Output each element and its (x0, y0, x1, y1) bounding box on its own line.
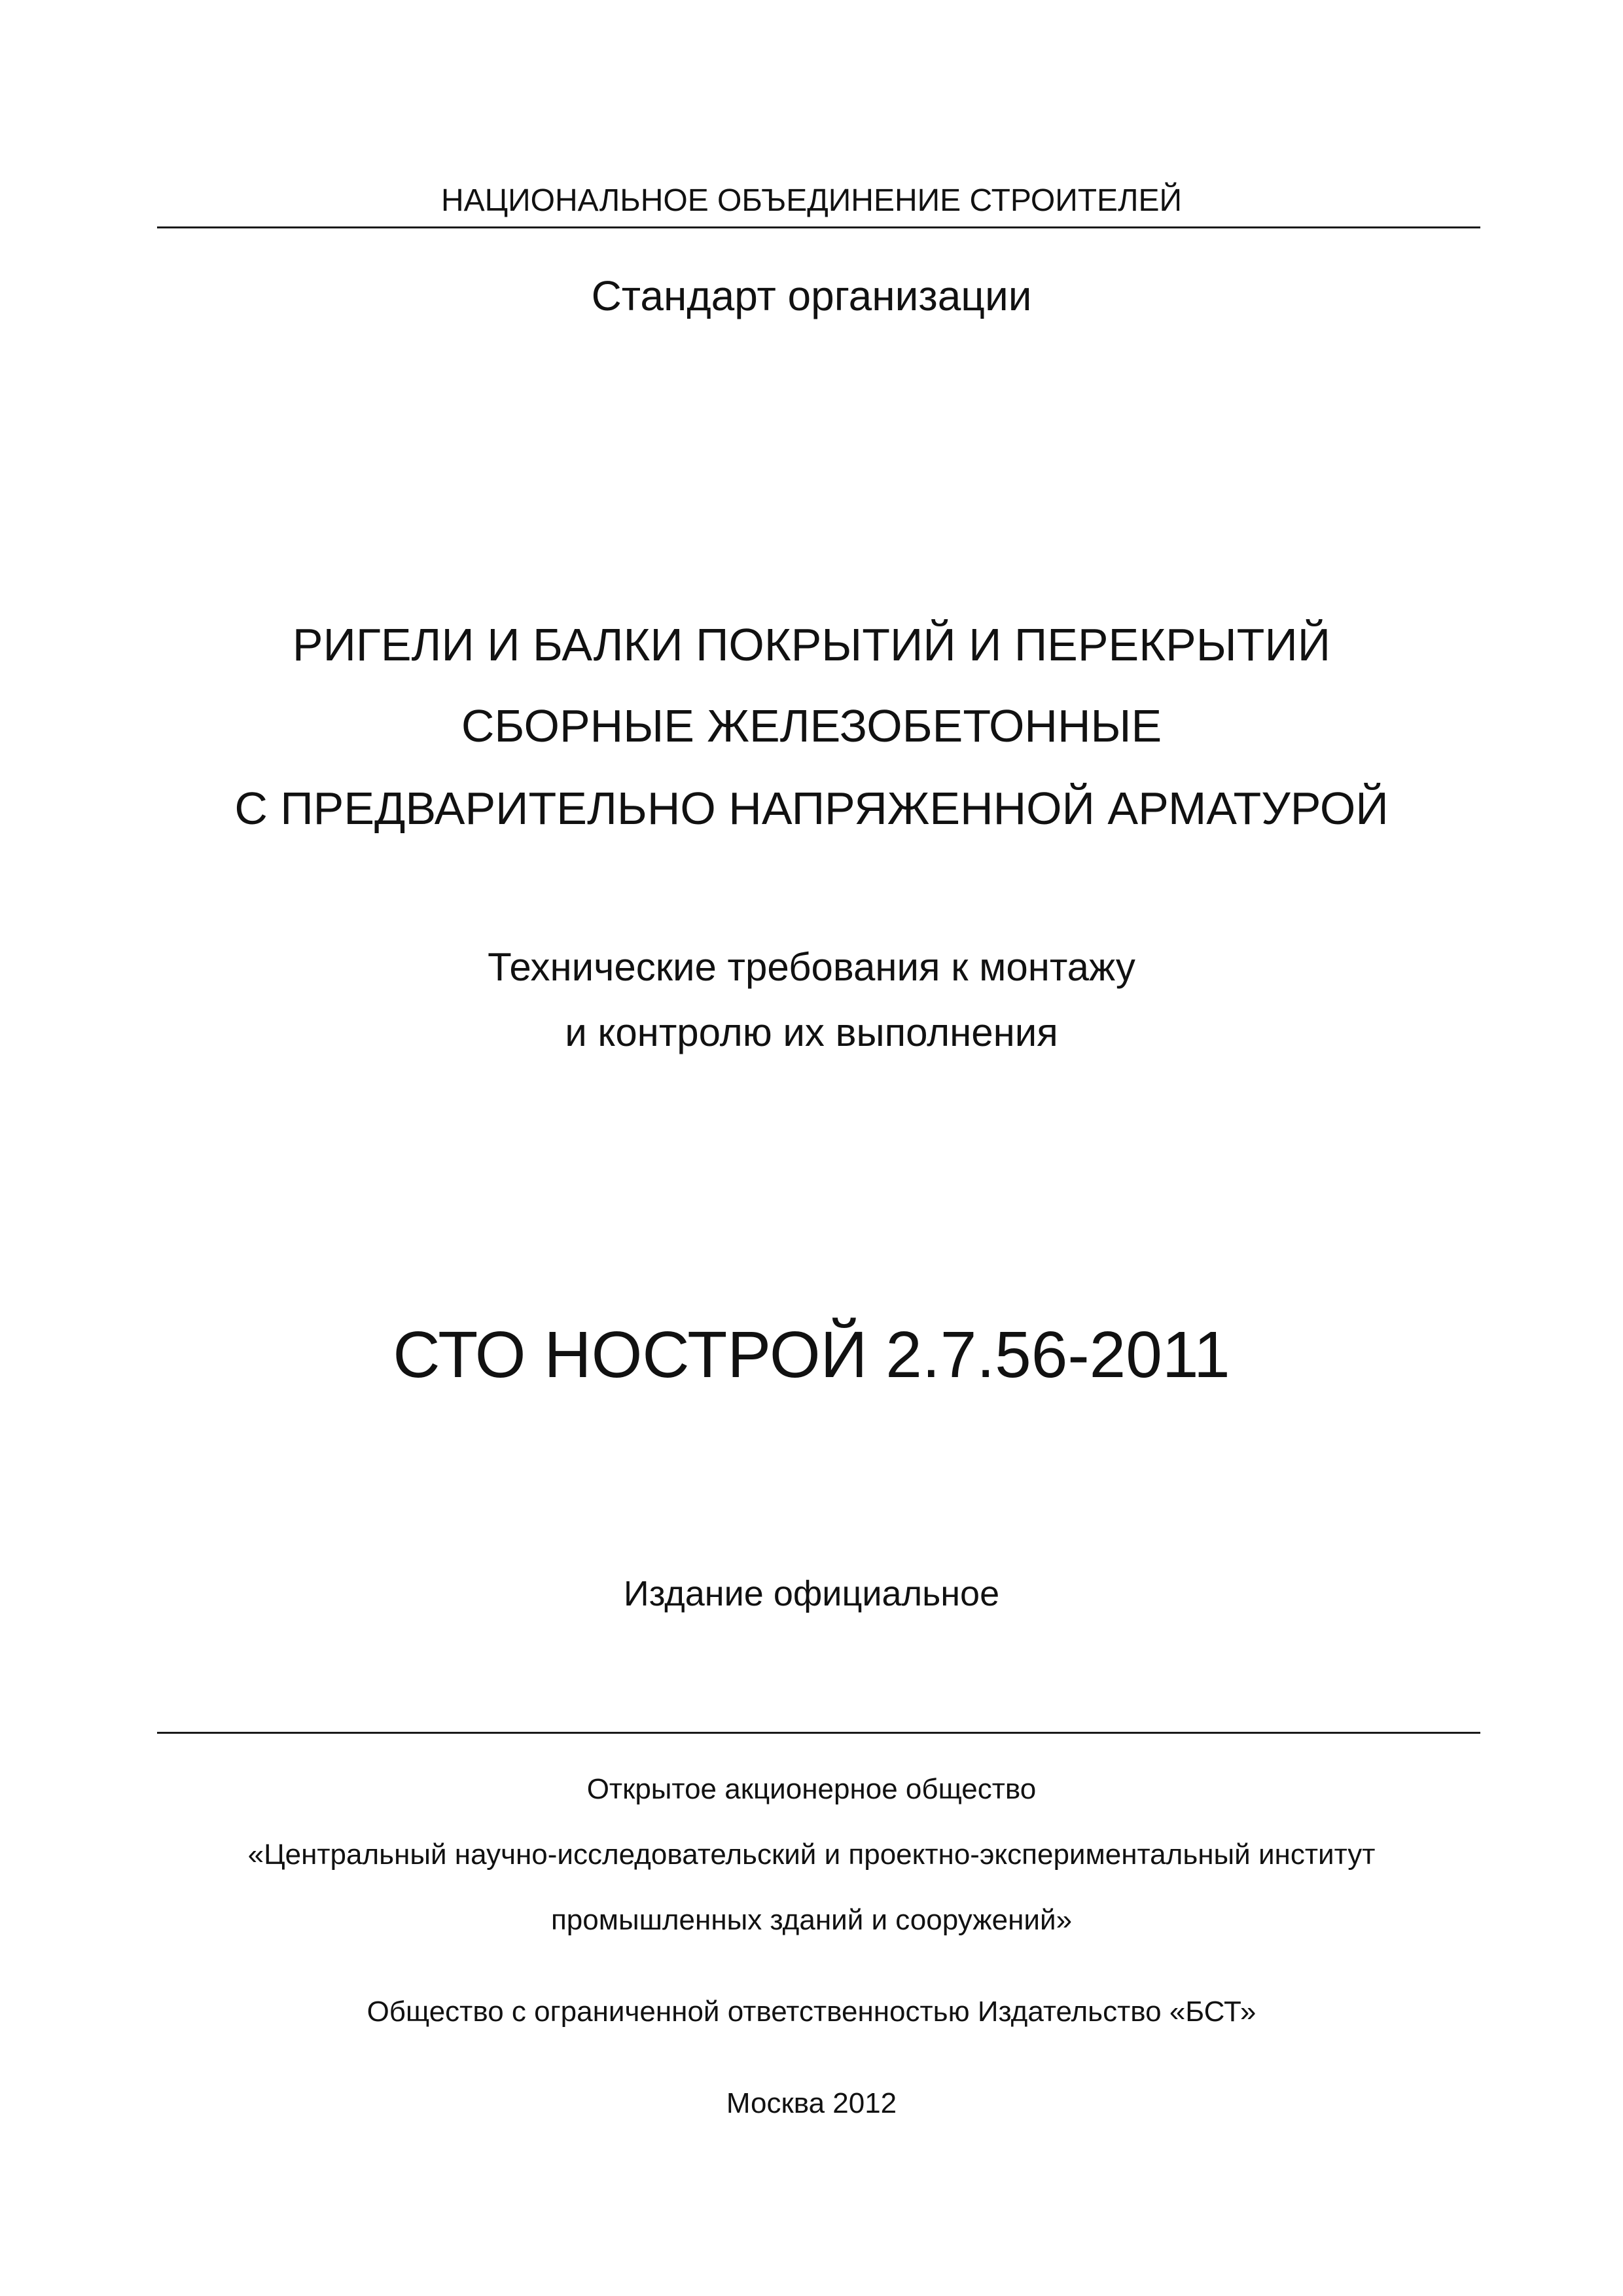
standard-type: Стандарт организации (591, 272, 1032, 319)
title-line-3: С ПРЕДВАРИТЕЛЬНО НАПРЯЖЕННОЙ АРМАТУРОЙ (234, 783, 1389, 834)
publisher-line-4: Общество с ограниченной ответственностью Издательство «БСТ» (366, 1996, 1257, 2028)
subtitle-line-1: Технические требования к монтажу (488, 945, 1135, 989)
publisher-line-2: «Центральный научно-исследовательский и проектно-экспериментальный институт (247, 1839, 1376, 1871)
edition-label: Издание официальное (623, 1574, 1000, 1613)
top-divider (157, 226, 1480, 228)
standard-designation: СТО НОСТРОЙ 2.7.56-2011 (393, 1318, 1230, 1391)
title-line-2: СБОРНЫЕ ЖЕЛЕЗОБЕТОННЫЕ (461, 700, 1162, 751)
bottom-divider (157, 1732, 1480, 1734)
publisher-line-1: Открытое акционерное общество (586, 1773, 1037, 1805)
publisher-line-3: промышленных зданий и сооружений» (550, 1904, 1073, 1936)
subtitle-line-2: и контролю их выполнения (565, 1011, 1058, 1054)
city-year: Москва 2012 (726, 2087, 897, 2119)
title-line-1: РИГЕЛИ И БАЛКИ ПОКРЫТИЙ И ПЕРЕКРЫТИЙ (292, 619, 1331, 670)
organization-header: НАЦИОНАЛЬНОЕ ОБЪЕДИНЕНИЕ СТРОИТЕЛЕЙ (440, 183, 1183, 218)
